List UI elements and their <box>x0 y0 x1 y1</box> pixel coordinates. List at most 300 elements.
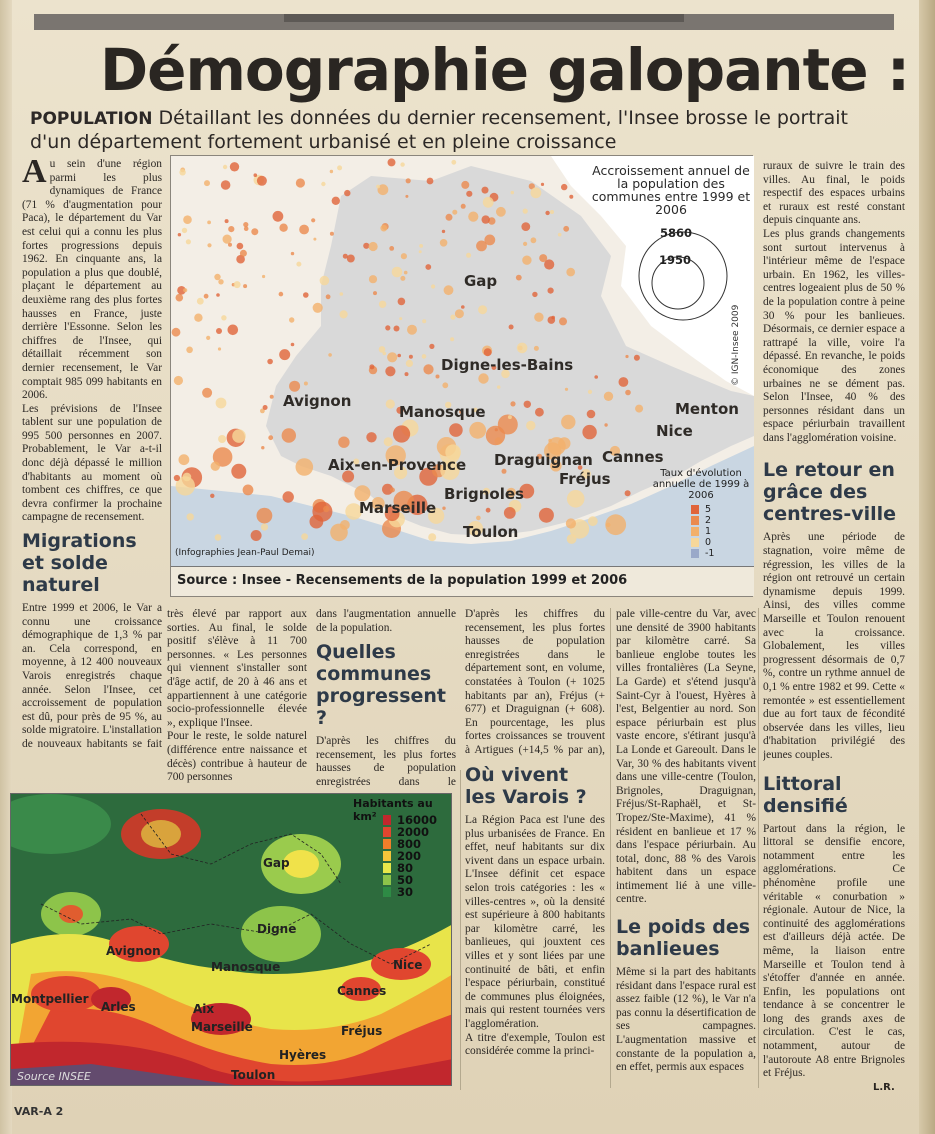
growth-bubble <box>273 211 284 222</box>
retour-text: Après une période de stagnation, voire même de régression, les villes de la région ont retrouvé un certain dynamisme depuis 1999. Ainsi, des villes comme Marseille et Toulon renouent avec la croissance. Globalement, les villes progressent désormais de 0,7 %, contre un rythme annuel de 0,1 % entre 1982 et 99. Cette « remontée » est essentiellement due au fort taux de fécondité observée dans les villes, lieu d'habitation privilégié des jeunes couples. <box>763 531 905 761</box>
growth-bubble <box>385 325 390 330</box>
density-legend-2000: 2000 <box>383 826 452 838</box>
swatch <box>691 527 699 536</box>
growth-bubble <box>340 520 350 530</box>
swatch <box>383 815 391 825</box>
growth-bubble <box>450 315 455 320</box>
growth-bubble <box>225 219 229 223</box>
growth-bubble <box>267 359 273 365</box>
dropcap: A <box>22 158 47 190</box>
map-city-manosque: Manosque <box>399 403 486 421</box>
growth-bubble <box>401 253 407 259</box>
growth-bubble <box>497 385 500 388</box>
growth-bubble <box>207 243 211 247</box>
growth-bubble <box>541 183 544 186</box>
growth-bubble <box>510 401 515 406</box>
swatch <box>383 875 391 885</box>
growth-bubble <box>539 508 554 523</box>
growth-bubble <box>523 209 528 214</box>
section-title-littoral: Littoral densifié <box>763 772 848 817</box>
growth-bubble <box>289 381 300 392</box>
growth-bubble <box>397 354 401 358</box>
growth-bubble <box>390 488 395 493</box>
growth-bubble <box>340 310 348 318</box>
map-source: Source : Insee - Recensements de la population 1999 et 2006 <box>171 566 754 596</box>
growth-bubble <box>406 178 411 183</box>
density-city-digne: Digne <box>257 922 297 936</box>
density-city-avignon: Avignon <box>106 944 161 958</box>
growth-bubble <box>363 243 369 249</box>
growth-bubble <box>197 298 204 305</box>
growth-bubble <box>183 288 187 292</box>
map-density <box>10 793 452 1086</box>
growth-bubble <box>588 390 592 394</box>
density-city-aix: Aix <box>193 1002 215 1016</box>
growth-bubble <box>380 225 387 232</box>
growth-bubble <box>534 313 543 322</box>
growth-bubble <box>561 415 575 429</box>
growth-bubble <box>532 292 537 297</box>
growth-bubble <box>531 187 542 198</box>
density-city-nice: Nice <box>393 958 423 972</box>
growth-bubble <box>186 347 193 354</box>
legend-circle-large: 5860 <box>660 226 693 240</box>
growth-bubble <box>330 170 333 173</box>
growth-bubble <box>312 502 332 522</box>
growth-bubble <box>311 218 315 222</box>
growth-bubble <box>210 494 214 498</box>
growth-bubble <box>179 454 190 465</box>
map-copyright: © IGN-Insee 2009 <box>731 304 741 386</box>
growth-bubble <box>234 281 241 288</box>
intro-text-2: Les prévisions de l'Insee tablent sur une population de 995 500 personnes en 2007. Probablement, le Var a-t-il donc déjà dépassé le million d'habitants au moment où tombent ces chiffres, ce que devra confirmer la prochaine campagne de recensement. <box>22 402 162 524</box>
column-5 <box>616 608 756 1093</box>
growth-bubble <box>625 355 628 358</box>
map-legend-title: Accroissement annuel de la population des communes entre 1999 et 2006 <box>591 163 751 217</box>
growth-bubble <box>216 328 222 334</box>
top-band <box>34 14 894 30</box>
growth-bubble <box>304 382 308 386</box>
intro-text: Au sein d'une région parmi les plus dynamiques de France (71 % d'augmentation pour Paca), le département du Var est celui qui a connu les plus fortes progressions depuis 1962. En cinquante ans, la population a plus que doublé, plaçant le département au deuxième rang des plus fortes hausses en France, juste derrière l'Essonne. Selon les chiffres de l'Insee, qui détaillait récemment son dernier recensement, le Var comptait 985 099 habitants en 2006. Les prévisions de l'Insee tablent sur une population de 995 500 personnes en 2007. Probablement, le Var a-t-il donc déjà dépassé le million d'habitants au moment où tombent ces chiffres, ce que devra confirmer la prochaine campagne de recensement. <box>22 158 162 524</box>
column-rule <box>758 608 759 1088</box>
growth-bubble <box>634 355 640 361</box>
growth-bubble <box>187 513 194 520</box>
growth-bubble <box>268 435 273 440</box>
swatch <box>691 505 699 514</box>
density-legend-title: Habitants au km² <box>353 797 433 823</box>
density-legend-800: 800 <box>383 838 452 850</box>
growth-bubble <box>461 305 465 309</box>
growth-bubble <box>223 235 232 244</box>
growth-bubble <box>296 458 314 476</box>
section-title-communes: Quelles communes progressent ? <box>316 641 446 730</box>
growth-bubble <box>466 191 472 197</box>
growth-bubble <box>400 162 404 166</box>
growth-bubble <box>373 291 377 295</box>
growth-bubble <box>176 294 184 302</box>
rate-legend-5: 5 <box>691 504 751 515</box>
growth-bubble <box>388 158 396 166</box>
growth-bubble <box>404 271 408 275</box>
growth-bubble <box>476 516 481 521</box>
growth-bubble <box>508 415 512 419</box>
growth-bubble <box>228 226 234 232</box>
growth-bubble <box>449 423 463 437</box>
section-title-banlieues: Le poids des banlieues <box>616 916 751 960</box>
right-text: ruraux de suivre le train des villes. Au final, le poids respectif des espaces urbains et ruraux est resté constant depuis cinquante ans. Les plus grands changements sont surtout intervenus à l'intérieur même de l'espace urbain. En 1962, les villes-centres logeaient plus de 50 % de la population contre à peine 30 % pour les banlieues. Désormais, ce dernier espace a rattrapé la ville, voire l'a dépassé. En revanche, le poids économique des zones urbaines ne se dément pas. Selon l'Insee, 40 % des personnes résidant dans un espace périurbain travaillent dans l'agglomération voisine. <box>763 160 905 444</box>
growth-bubble <box>444 285 454 295</box>
column-rule <box>610 608 611 1088</box>
growth-bubble <box>262 275 265 278</box>
section-title-migrations: Migrations et solde naturel <box>22 530 137 596</box>
growth-bubble <box>279 349 290 360</box>
growth-bubble <box>254 173 258 177</box>
growth-bubble <box>450 337 454 341</box>
growth-bubble <box>565 388 568 391</box>
varois-text-cont: pale ville-centre du Var, avec une densité de 3900 habitants par kilomètre carré. Sa banlieue englobe toutes les villes frontalières (La Seyne, La Garde) et s'étend jusqu'à Saint-Cyr à l'ouest, Hyères à l'est, Belgentier au nord. Son espace périurbain est plus vaste encore, s'étirant jusqu'à La Londe et Gareoult. Dans le Var, 30 % des habitants vivent dans une ville-centre (Toulon, Brignoles, Draguignan, Fréjus/St-Raphaël, et St-Tropez/Ste-Maxime), 41 % résident en banlieue et 17 % dans l'espace périurbain. Au total, donc, 88 % des Varois habitent dans un espace intimement lié à une ville-centre. <box>616 608 756 906</box>
column-4 <box>465 608 605 1088</box>
swatch <box>383 851 391 861</box>
growth-bubble <box>509 325 514 330</box>
density-source: Source INSEE <box>17 1070 91 1083</box>
growth-bubble <box>206 336 210 340</box>
headline: Démographie galopante : <box>100 36 910 104</box>
density-legend-80: 80 <box>383 862 452 874</box>
column-3 <box>316 608 456 788</box>
growth-bubble <box>478 373 488 383</box>
growth-bubble <box>379 346 386 353</box>
growth-bubble <box>211 462 220 471</box>
swatch <box>383 839 391 849</box>
growth-bubble <box>605 514 626 535</box>
growth-bubble <box>478 305 487 314</box>
growth-bubble <box>461 181 469 189</box>
growth-bubble <box>172 328 181 337</box>
growth-bubble <box>398 298 406 306</box>
growth-bubble <box>231 464 246 479</box>
growth-bubble <box>466 253 471 258</box>
growth-bubble <box>338 437 349 448</box>
swatch <box>691 516 699 525</box>
growth-bubble <box>511 191 514 194</box>
growth-bubble <box>400 276 405 281</box>
growth-bubble <box>340 292 344 296</box>
map-city-frejus: Fréjus <box>559 470 611 488</box>
growth-bubble <box>183 215 192 224</box>
littoral-text: Partout dans la région, le littoral se densifie encore, notamment entre les agglomérations. Ce phénomène profile une véritable « conurbation » régionale. Autour de Nice, la continuité des agglomérations est d'ailleurs déjà actée. De même, la liaison entre Marseille et Toulon tend à s'étoffer d'année en année. Enfin, les populations ont tendance à se concentrer le long des grands axes de circulation. C'est le cas, notamment, autour de l'autoroute A8 entre Brignoles et Fréjus. <box>763 822 905 1080</box>
growth-bubble <box>320 276 330 286</box>
growth-bubble <box>569 195 573 199</box>
growth-bubble <box>452 210 457 215</box>
growth-bubble <box>422 319 426 323</box>
map-city-cannes: Cannes <box>602 448 664 466</box>
growth-bubble <box>523 242 527 246</box>
growth-bubble <box>476 241 487 252</box>
growth-bubble <box>422 354 427 359</box>
growth-bubble <box>482 187 489 194</box>
standfirst-text: Détaillant les données du dernier recensement, l'Insee brosse le portrait d'un département fortement urbanisé et en pleine croissance <box>30 107 848 153</box>
growth-bubble <box>207 221 211 225</box>
growth-bubble <box>469 422 486 439</box>
growth-bubble <box>237 243 244 250</box>
growth-bubble <box>545 211 549 215</box>
growth-bubble <box>496 207 506 217</box>
density-city-cannes: Cannes <box>337 984 387 998</box>
map-city-marseille: Marseille <box>359 499 437 517</box>
growth-bubble <box>243 222 248 227</box>
growth-bubble <box>251 530 262 541</box>
map-city-draguignan: Draguignan <box>494 451 593 469</box>
growth-bubble <box>544 259 554 269</box>
density-city-marseille: Marseille <box>191 1020 253 1034</box>
growth-bubble <box>635 405 643 413</box>
kicker: POPULATION <box>30 109 153 129</box>
growth-bubble <box>323 506 329 512</box>
density-legend-30: 30 <box>383 886 452 898</box>
growth-bubble <box>313 303 323 313</box>
growth-bubble <box>228 325 239 336</box>
growth-bubble <box>483 197 494 208</box>
section-title-varois: Où vivent les Varois ? <box>465 764 587 808</box>
growth-bubble <box>221 315 226 320</box>
column-1 <box>22 158 162 788</box>
growth-bubble <box>625 390 631 396</box>
swatch <box>691 549 699 558</box>
growth-bubble <box>425 264 431 270</box>
growth-bubble <box>521 222 530 231</box>
growth-bubble <box>240 250 247 257</box>
growth-bubble <box>436 375 440 379</box>
column-right <box>763 160 905 1100</box>
growth-bubble <box>534 346 539 351</box>
growth-bubble <box>243 485 254 496</box>
growth-bubble <box>442 382 448 388</box>
growth-bubble <box>535 408 544 417</box>
migrations-text: Entre 1999 et 2006, le Var a connu une croissance démographique de 1,3 % par an. Cela correspond, en moyenne, à 12 400 nouveaux Varois enregistrés chaque année. Selon l'Insee, cet accroissement de population est dû, pour près de 95 %, au solde migratoire. L'installation de nouveaux habitants se fait <box>22 602 162 750</box>
growth-bubble <box>221 180 231 190</box>
growth-bubble <box>468 212 478 222</box>
growth-bubble <box>504 507 516 519</box>
growth-bubble <box>566 518 576 528</box>
swatch <box>383 827 391 837</box>
growth-bubble <box>531 237 537 243</box>
growth-bubble <box>567 534 577 544</box>
growth-bubble <box>502 469 507 474</box>
growth-bubble <box>385 366 395 376</box>
growth-bubble <box>582 425 596 439</box>
density-city-arles: Arles <box>101 1000 136 1014</box>
growth-bubble <box>303 292 309 298</box>
page-binding <box>919 0 935 1134</box>
growth-bubble <box>446 214 453 221</box>
communes-text-2: D'après les chiffres du recensement, les plus fortes hausses de population enregistrées dans le département sont, en volume, constatées à Toulon (+ 1025 habitants par an), Fréjus (+ 677) et Draguignan (+ 608). En pourcentage, les plus fortes croissances se trouvent à Artigues (+14,5 % par an), <box>465 608 605 756</box>
growth-bubble <box>291 252 294 255</box>
growth-bubble <box>326 294 331 299</box>
map-city-nice: Nice <box>656 422 693 440</box>
growth-bubble <box>251 228 258 235</box>
growth-bubble <box>486 426 505 445</box>
growth-bubble <box>567 490 585 508</box>
growth-bubble <box>186 239 191 244</box>
growth-bubble <box>243 284 247 288</box>
growth-bubble <box>282 428 296 442</box>
map-city-aix: Aix-en-Provence <box>328 456 467 474</box>
top-band-text <box>284 14 684 22</box>
section-title-retour: Le retour en grâce des centres-ville <box>763 459 897 526</box>
growth-bubble <box>261 446 264 449</box>
growth-bubble <box>218 435 226 443</box>
growth-bubble <box>223 165 227 169</box>
growth-bubble <box>218 347 221 350</box>
folio: VAR-A 2 <box>14 1105 64 1118</box>
growth-bubble <box>587 410 596 419</box>
growth-bubble <box>257 508 273 524</box>
growth-bubble <box>406 360 413 367</box>
growth-bubble <box>393 425 410 442</box>
growth-bubble <box>394 326 400 332</box>
growth-bubble <box>379 301 386 308</box>
density-legend-200: 200 <box>383 850 452 862</box>
growth-bubble <box>328 353 332 357</box>
map-city-avignon: Avignon <box>283 392 352 410</box>
growth-bubble <box>230 162 239 171</box>
map-population-growth <box>170 155 753 597</box>
growth-bubble <box>279 292 284 297</box>
growth-bubble <box>215 534 222 541</box>
growth-bubble <box>431 284 435 288</box>
growth-bubble <box>516 275 522 281</box>
map-city-digne: Digne-les-Bains <box>441 356 574 374</box>
density-city-montpellier: Montpellier <box>11 992 89 1006</box>
growth-bubble <box>451 160 456 165</box>
swatch <box>383 863 391 873</box>
growth-bubble <box>347 255 355 263</box>
growth-bubble <box>299 225 309 235</box>
growth-bubble <box>291 343 295 347</box>
growth-bubble <box>261 524 268 531</box>
growth-bubble <box>558 233 562 237</box>
growth-bubble <box>296 178 305 187</box>
growth-bubble <box>204 180 210 186</box>
banlieues-text: Même si la part des habitants résidant dans l'espace rural est assez faible (12 %), le Var n'a pas connu la désertification de ses campagnes. L'augmentation massive et constante de la population a, en effet, permis aux espaces <box>616 966 756 1074</box>
growth-bubble <box>216 293 220 297</box>
growth-bubble <box>366 432 376 442</box>
rate-legend-0: 0 <box>691 537 751 548</box>
growth-bubble <box>482 215 490 223</box>
growth-bubble <box>174 376 183 385</box>
growth-bubble <box>389 246 394 251</box>
migrations-text-cont: très élevé par rapport aux sorties. Au final, le solde positif s'élève à 11 700 personnes. « Les personnes qui viennent s'installer sont d'âge actif, de 20 à 46 ans et appartiennent à une catégorie socio-professionnelle élevée », explique l'Insee. Pour le reste, le solde naturel (différence entre naissance et décès) contribue à hauteur de 700 personnes <box>167 608 307 784</box>
growth-bubble <box>423 364 433 374</box>
density-city-frejus: Fréjus <box>341 1024 383 1038</box>
legend-circle-small: 1950 <box>659 253 692 267</box>
growth-bubble <box>202 388 212 398</box>
growth-bubble <box>419 244 423 248</box>
density-city-gap: Gap <box>263 856 290 870</box>
growth-bubble <box>263 405 268 410</box>
growth-bubble <box>216 398 227 409</box>
growth-bubble <box>376 185 380 189</box>
growth-bubble <box>604 392 613 401</box>
density-legend-50: 50 <box>383 874 452 886</box>
growth-bubble <box>214 274 220 280</box>
growth-bubble <box>548 316 556 324</box>
growth-bubble <box>428 533 436 541</box>
growth-bubble <box>283 491 294 502</box>
rate-legend-title: Taux d'évolution annuelle de 1999 à 2006 <box>652 468 750 501</box>
growth-bubble <box>486 508 491 513</box>
signature: L.R. <box>873 1082 895 1093</box>
growth-bubble <box>405 195 408 198</box>
growth-bubble <box>174 475 180 481</box>
growth-bubble <box>369 275 377 283</box>
growth-bubble <box>228 243 232 247</box>
rate-legend-1: 1 <box>691 526 751 537</box>
growth-bubble <box>183 473 192 482</box>
growth-bubble <box>517 343 528 354</box>
swatch <box>383 887 391 897</box>
rate-legend-2: 2 <box>691 515 751 526</box>
growth-bubble <box>561 184 567 190</box>
density-legend-16000: 16000 <box>383 814 452 826</box>
growth-bubble <box>442 230 445 233</box>
column-rule <box>460 770 461 1090</box>
growth-bubble <box>522 256 531 265</box>
growth-bubble <box>313 238 316 241</box>
growth-bubble <box>321 182 325 186</box>
growth-bubble <box>619 377 629 387</box>
growth-bubble <box>407 325 417 335</box>
growth-bubble <box>604 423 607 426</box>
growth-bubble <box>289 317 294 322</box>
growth-bubble <box>427 178 434 185</box>
growth-bubble <box>455 309 464 318</box>
growth-bubble <box>429 344 434 349</box>
growth-bubble <box>296 262 301 267</box>
growth-bubble <box>484 348 492 356</box>
growth-bubble <box>244 226 249 231</box>
growth-bubble <box>369 242 378 251</box>
column-2 <box>167 608 307 793</box>
growth-bubble <box>386 399 395 408</box>
map-city-gap: Gap <box>464 272 498 290</box>
growth-bubble <box>182 228 187 233</box>
growth-bubble <box>550 210 554 214</box>
growth-bubble <box>409 355 413 359</box>
standfirst <box>30 107 870 154</box>
growth-bubble <box>257 176 267 186</box>
growth-bubble <box>405 372 409 376</box>
growth-bubble <box>548 288 554 294</box>
growth-bubble <box>548 439 552 443</box>
growth-bubble <box>218 279 223 284</box>
growth-bubble <box>330 232 334 236</box>
varois-text: La Région Paca est l'une des plus urbanisées de France. En effet, neuf habitants sur dix vivent dans un espace urbain. L'Insee définit cet espace selon trois catégories : les « villes-centres », où la densité est supérieure à 800 habitants par kilomètre carré, les banlieues, qui jouxtent ces villes et y sont liées par une continuité de bâti, et enfin l'espace périurbain, constitué de communes plus éloignées, mais qui restent tournées vers l'agglomération. A titre d'exemple, Toulon est considérée comme la princi- <box>465 814 605 1058</box>
map-credit: (Infographies Jean-Paul Demai) <box>175 548 315 558</box>
map-city-toulon: Toulon <box>463 523 519 541</box>
rate-legend-minus1: -1 <box>691 548 751 559</box>
growth-bubble <box>337 165 342 170</box>
growth-bubble <box>461 204 466 209</box>
growth-bubble <box>625 490 631 496</box>
growth-bubble <box>369 364 374 369</box>
density-city-toulon: Toulon <box>231 1068 276 1082</box>
communes-text-1: D'après les chiffres du recensement, les plus fortes hausses de population enregistrées dans le <box>316 735 456 788</box>
growth-bubble <box>179 169 185 175</box>
growth-bubble <box>194 314 202 322</box>
map-city-brignoles: Brignoles <box>444 485 524 503</box>
growth-bubble <box>392 267 403 278</box>
